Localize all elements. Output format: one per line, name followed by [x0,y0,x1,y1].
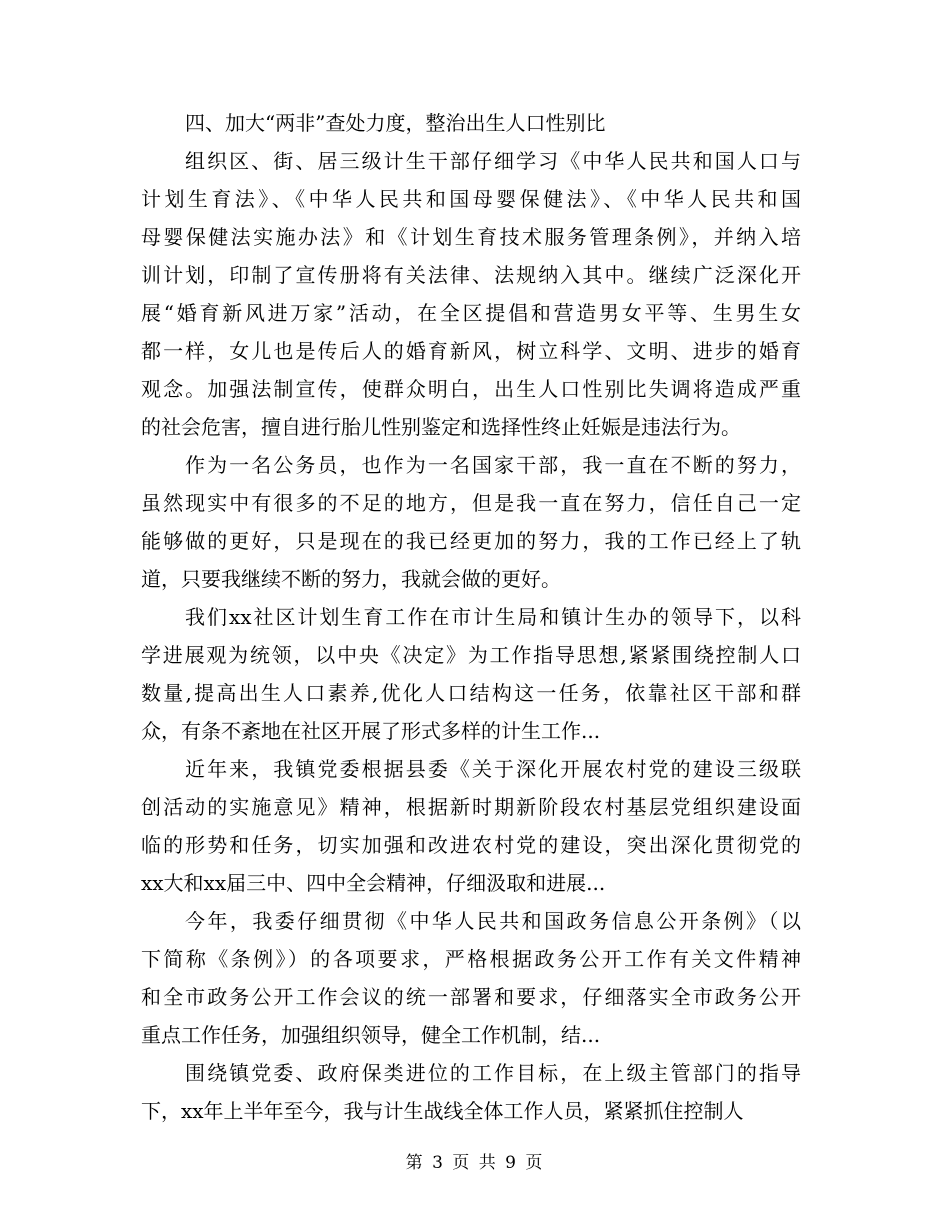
paragraph-line: 的社会危害，擅自进行胎儿性别鉴定和选择性终止妊娠是违法行为。 [141,415,741,439]
paragraph-line: 和全市政务公开工作会议的统一部署和要求，仔细落实全市政务公开 [141,985,801,1009]
paragraph-line: 我们xx社区计划生育工作在市计生局和镇计生办的领导下，以科 [185,605,801,629]
paragraph [141,750,801,902]
paragraph-line: 组织区、街、居三级计生干部仔细学习《中华人民共和国人口与 [185,149,801,173]
paragraph-line: 母婴保健法实施办法》和《计划生育技术服务管理条例》，并纳入培 [141,225,801,249]
paragraph-line: 观念。加强法制宣传，使群众明白，出生人口性别比失调将造成严重 [141,377,801,401]
paragraph-line: xx大和xx届三中、四中全会精神，仔细汲取和进展... [141,871,606,895]
paragraph-line: 道，只要我继续不断的努力，我就会做的更好。 [141,567,561,591]
paragraph-line: 作为一名公务员，也作为一名国家干部，我一直在不断的努力， [185,453,801,477]
paragraph [141,598,801,750]
paragraph-line: 重点工作任务，加强组织领导，健全工作机制，结... [141,1023,601,1047]
paragraph-line: 创活动的实施意见》精神，根据新时期新阶段农村基层党组织建设面 [141,795,801,819]
paragraph-line: 数量,提高出生人口素养,优化人口结构这一任务，依靠社区干部和群 [141,681,801,705]
paragraph-line: 虽然现实中有很多的不足的地方，但是我一直在努力，信任自己一定 [141,491,801,515]
document-body [141,104,801,1130]
paragraph [141,142,801,446]
section-heading: 四、加大“两非”查处力度，整治出生人口性别比 [185,111,606,135]
paragraph-line: 训计划，印制了宣传册将有关法律、法规纳入其中。继续广泛深化开 [141,263,801,287]
paragraph-line: 众，有条不紊地在社区开展了形式多样的计生工作... [141,719,601,743]
paragraph-line: 临的形势和任务，切实加强和改进农村党的建设，突出深化贯彻党的 [141,833,801,857]
paragraph [141,446,801,598]
paragraph-line: 围绕镇党委、政府保类进位的工作目标，在上级主管部门的指导 [185,1061,801,1085]
paragraph [141,902,801,1054]
paragraph-line: 下简称《条例》）的各项要求，严格根据政务公开工作有关文件精神 [141,947,801,971]
paragraph-line: 能够做的更好，只是现在的我已经更加的努力，我的工作已经上了轨 [141,529,801,553]
paragraph-line: 今年，我委仔细贯彻《中华人民共和国政务信息公开条例》（以 [185,909,801,933]
paragraph-list [141,142,801,1130]
paragraph-line: 都一样，女儿也是传后人的婚育新风，树立科学、文明、进步的婚育 [141,339,801,363]
paragraph-line: 下，xx年上半年至今，我与计生战线全体工作人员，紧紧抓住控制人 [141,1099,744,1123]
page-number: 第 3 页 共 9 页 [405,1153,545,1173]
paragraph [141,1054,801,1130]
paragraph-line: 学进展观为统领，以中央《决定》为工作指导思想,紧紧围绕控制人口 [141,643,801,667]
paragraph-line: 近年来，我镇党委根据县委《关于深化开展农村党的建设三级联 [185,757,801,781]
paragraph-line: 计划生育法》、《中华人民共和国母婴保健法》、《中华人民共和国 [141,187,801,211]
paragraph-line: 展“婚育新风进万家”活动，在全区提倡和营造男女平等、生男生女 [141,301,801,325]
